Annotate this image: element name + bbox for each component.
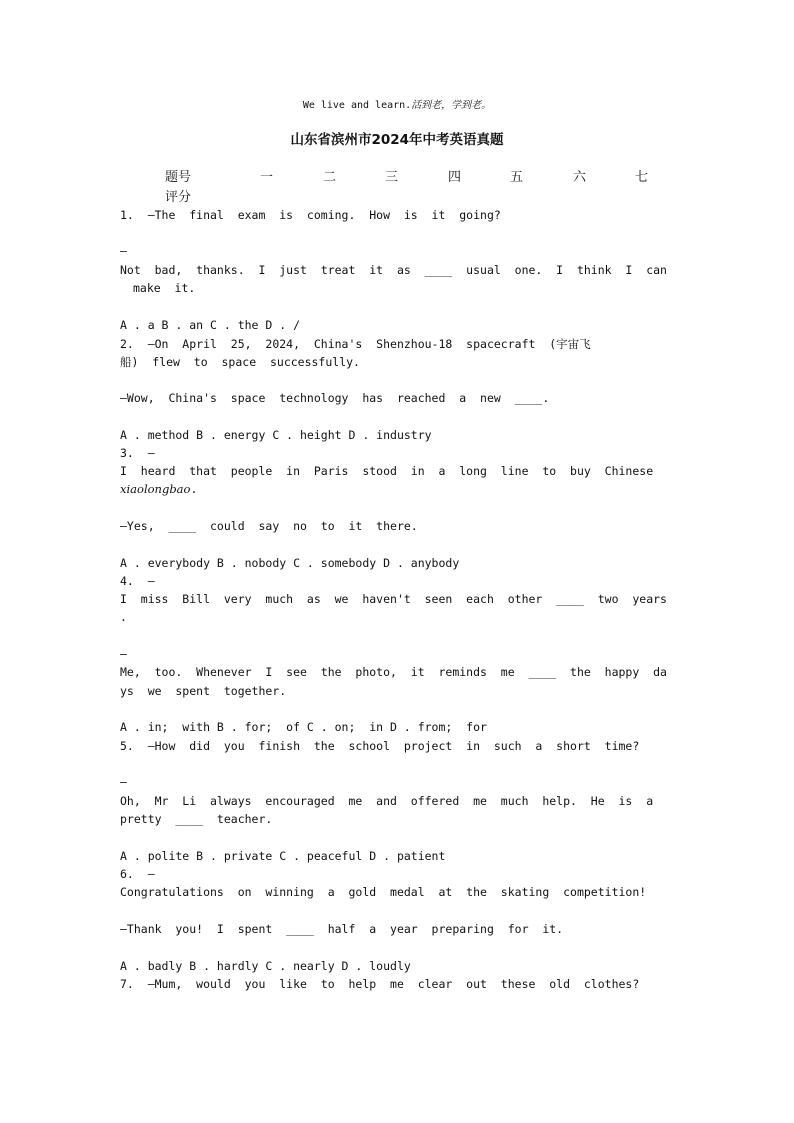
- q7-stem: 7. —Mum, would you like to help me clear out these old clothes?: [120, 977, 640, 991]
- q2-reply: —Wow, China's space technology has reached a new ____.: [120, 391, 550, 405]
- q6-stem-line-1: Congratulations on winning a gold medal at the skating competition!: [120, 885, 647, 899]
- q5-dash: —: [120, 775, 127, 789]
- q4-options: A . in; with B . for; of C . on; in D . from; for: [120, 720, 487, 734]
- q3-options: A . everybody B . nobody C . somebody D . anybody: [120, 556, 460, 570]
- q5-stem: 5. —How did you finish the school project in such a short time?: [120, 739, 640, 753]
- q1-dash: —: [120, 244, 127, 258]
- q4-stem-line-2: .: [120, 610, 127, 624]
- page-title: 山东省滨州市2024年中考英语真题: [290, 132, 504, 148]
- score-table-label-score: 评分: [165, 190, 192, 205]
- q3-period: .: [190, 482, 198, 496]
- score-col-6: 六: [573, 170, 587, 185]
- header-prefix: We live and learn.: [302, 100, 412, 111]
- q4-reply-line-2: ys we spent together.: [120, 684, 287, 698]
- q5-reply-line-1: Oh, Mr Li always encouraged me and offered me much help. He is a: [120, 794, 654, 808]
- score-table: [165, 166, 665, 206]
- q2-stem-line-2: 船) flew to space successfully.: [120, 355, 360, 369]
- q3-number: 3. —: [120, 446, 155, 460]
- score-col-4: 四: [448, 170, 462, 185]
- score-col-3: 三: [385, 170, 399, 185]
- q5-reply-line-2: pretty ____ teacher.: [120, 812, 273, 826]
- score-table-label-number: 题号: [165, 170, 192, 185]
- score-col-1: 一: [260, 170, 274, 185]
- q3-italic-word: xiaolongbao: [120, 482, 191, 496]
- q6-number: 6. —: [120, 867, 155, 881]
- q4-dash: —: [120, 647, 127, 661]
- score-col-7: 七: [635, 170, 649, 185]
- q1-options: A . a B . an C . the D . /: [120, 318, 301, 332]
- q4-number: 4. —: [120, 574, 155, 588]
- q1-stem: 1. —The final exam is coming. How is it going?: [120, 208, 501, 222]
- q3-stem-line-2: [120, 482, 197, 496]
- score-col-5: 五: [510, 170, 524, 185]
- q1-reply-line-2: make it.: [133, 281, 196, 295]
- score-col-2: 二: [323, 170, 337, 185]
- q4-stem-line-1: I miss Bill very much as we haven't seen each other ____ two years: [120, 592, 667, 606]
- q5-options: A . polite B . private C . peaceful D . patient: [120, 849, 446, 863]
- q4-reply-line-1: Me, too. Whenever I see the photo, it reminds me ____ the happy da: [120, 665, 667, 679]
- q6-options: A . badly B . hardly C . nearly D . loudly: [120, 959, 411, 973]
- q1-reply-line-1: Not bad, thanks. I just treat it as ____ usual one. I think I can: [120, 263, 667, 277]
- page-header: [0, 96, 794, 111]
- q6-reply: —Thank you! I spent ____ half a year preparing for it.: [120, 922, 564, 936]
- q2-options: A . method B . energy C . height D . industry: [120, 428, 432, 442]
- q2-stem-line-1: 2. —On April 25, 2024, China's Shenzhou-18 spacecraft (宇宙飞: [120, 337, 591, 351]
- q3-reply: —Yes, ____ could say no to it there.: [120, 519, 418, 533]
- q3-stem-line-1: I heard that people in Paris stood in a long line to buy Chinese: [120, 464, 654, 478]
- header-motto: 活到老，学到老。: [411, 100, 492, 111]
